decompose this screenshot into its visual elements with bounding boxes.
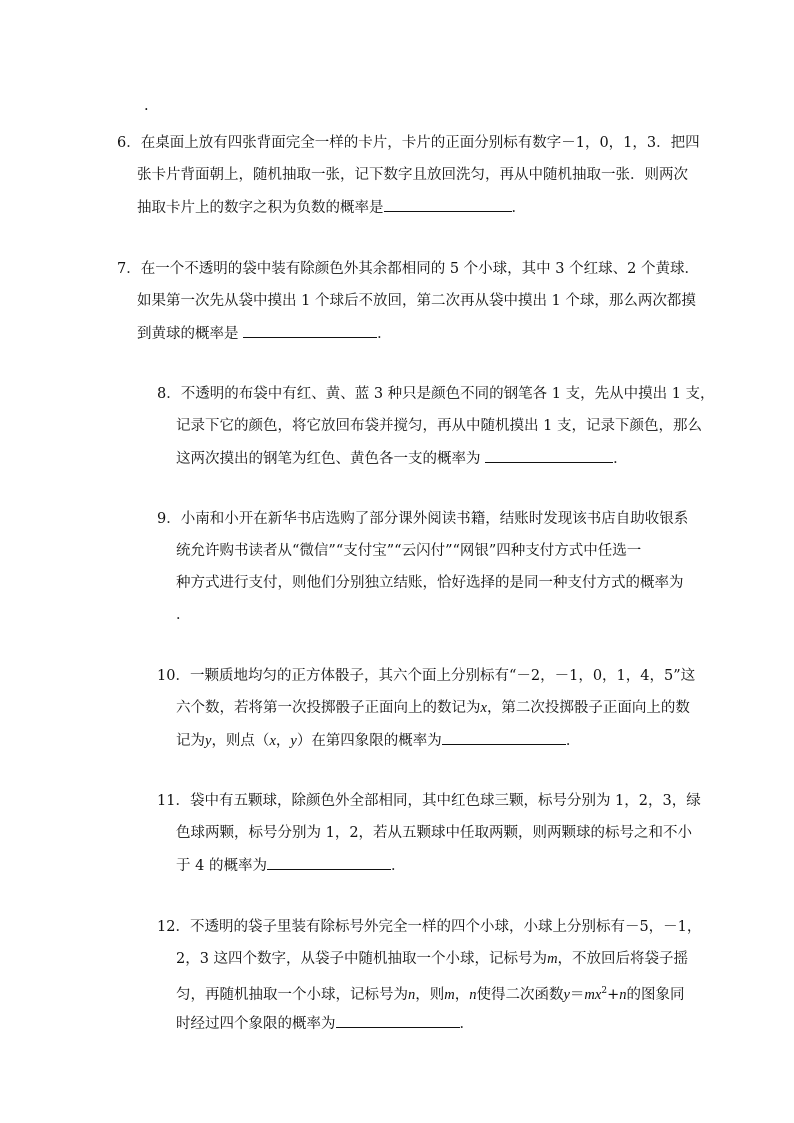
problem-text: 种方式进行支付，则他们分别独立结账，恰好选择的是同一种支付方式的概率为 bbox=[176, 575, 684, 591]
problem-text: 抽取卡片上的数字之积为负数的概率是 bbox=[137, 200, 384, 216]
answer-blank[interactable] bbox=[485, 448, 613, 463]
variable-y: y bbox=[290, 733, 297, 749]
variable-x: x bbox=[594, 987, 602, 1003]
problem-text: 这两次摸出的钢笔为红色、黄色各一支的概率为 bbox=[176, 451, 486, 467]
problem-text: 张卡片背面朝上，随机抽取一张，记下数字且放回洗匀，再从中随机抽取一张．则两次 bbox=[137, 167, 688, 183]
problem-text: 于 4 的概率为 bbox=[176, 858, 267, 874]
leading-dot: . bbox=[144, 98, 149, 114]
problem-text: 袋中有五颗球，除颜色外全部相同，其中红色球三颗，标号分别为 1，2，3，绿 bbox=[189, 793, 701, 809]
problem-text: 统允许购书读者从“微信”“支付宝”“云闪付”“网银”四种支付方式中任选一 bbox=[176, 543, 642, 559]
problem-text: 不透明的袋子里装有除标号外完全一样的四个小球，小球上分别标有－5，－1， bbox=[189, 919, 702, 935]
variable-m: m bbox=[444, 987, 455, 1003]
variable-n: n bbox=[408, 987, 416, 1003]
variable-y: y bbox=[563, 987, 570, 1003]
problem-text: 到黄球的概率是 bbox=[137, 326, 244, 342]
variable-m: m bbox=[584, 987, 595, 1003]
problem-number: 6． bbox=[117, 135, 141, 151]
problem-text: 匀，再随机抽取一个小球，记标号为 bbox=[176, 987, 408, 1003]
problem-text: ． bbox=[176, 607, 191, 623]
problem-text: 时经过四个象限的概率为 bbox=[176, 1016, 336, 1032]
problem-number: 7． bbox=[117, 261, 141, 277]
problem-text: 六个数，若将第一次投掷骰子正面向上的数记为 bbox=[176, 700, 481, 716]
problem-text: 在桌面上放有四张背面完全一样的卡片，卡片的正面分别标有数字－1，0，1，3．把四 bbox=[140, 135, 700, 151]
answer-blank[interactable] bbox=[384, 197, 512, 212]
problem-text: 一颗质地均匀的正方体骰子，其六个面上分别标有“－2，－1，0，1，4，5”这 bbox=[189, 668, 696, 684]
variable-m: m bbox=[547, 951, 558, 967]
exponent: 2 bbox=[601, 986, 608, 996]
problem-text: 在一个不透明的袋中装有除颜色外其余都相同的 5 个小球，其中 3 个红球、2 个黄球． bbox=[140, 261, 699, 277]
variable-n: n bbox=[619, 987, 627, 1003]
problem-text: 不透明的布袋中有红、黄、蓝 3 种只是颜色不同的钢笔各 1 支，先从中摸出 1 支， bbox=[180, 386, 715, 402]
problem-number: 12． bbox=[157, 919, 190, 935]
answer-blank[interactable] bbox=[267, 855, 391, 870]
problem-number: 9． bbox=[157, 511, 181, 527]
variable-y: y bbox=[205, 733, 212, 749]
problem-text: 小南和小开在新华书店选购了部分课外阅读书籍，结账时发现该书店自助收银系 bbox=[180, 511, 689, 527]
problem-text: 记录下它的颜色，将它放回布袋并搅匀，再从中随机摸出 1 支，记录下颜色，那么 bbox=[176, 418, 702, 434]
problem-number: 11． bbox=[157, 793, 190, 809]
problem-text: 如果第一次先从袋中摸出 1 个球后不放回，第二次再从袋中摸出 1 个球，那么两次都摸 bbox=[137, 293, 696, 309]
problem-text: 记为 bbox=[176, 733, 205, 749]
problem-number: 10． bbox=[157, 668, 190, 684]
problem-number: 8． bbox=[157, 386, 181, 402]
answer-blank[interactable] bbox=[336, 1013, 460, 1028]
variable-x: x bbox=[480, 700, 487, 716]
problem-text: 2，3 这四个数字，从袋子中随机抽取一个小球，记标号为 bbox=[176, 951, 548, 967]
variable-n: n bbox=[469, 987, 477, 1003]
variable-x: x bbox=[269, 733, 276, 749]
answer-blank[interactable] bbox=[243, 323, 377, 338]
answer-blank[interactable] bbox=[442, 730, 566, 745]
problem-text: 色球两颗，标号分别为 1，2，若从五颗球中任取两颗，则两颗球的标号之和不小 bbox=[176, 825, 693, 841]
